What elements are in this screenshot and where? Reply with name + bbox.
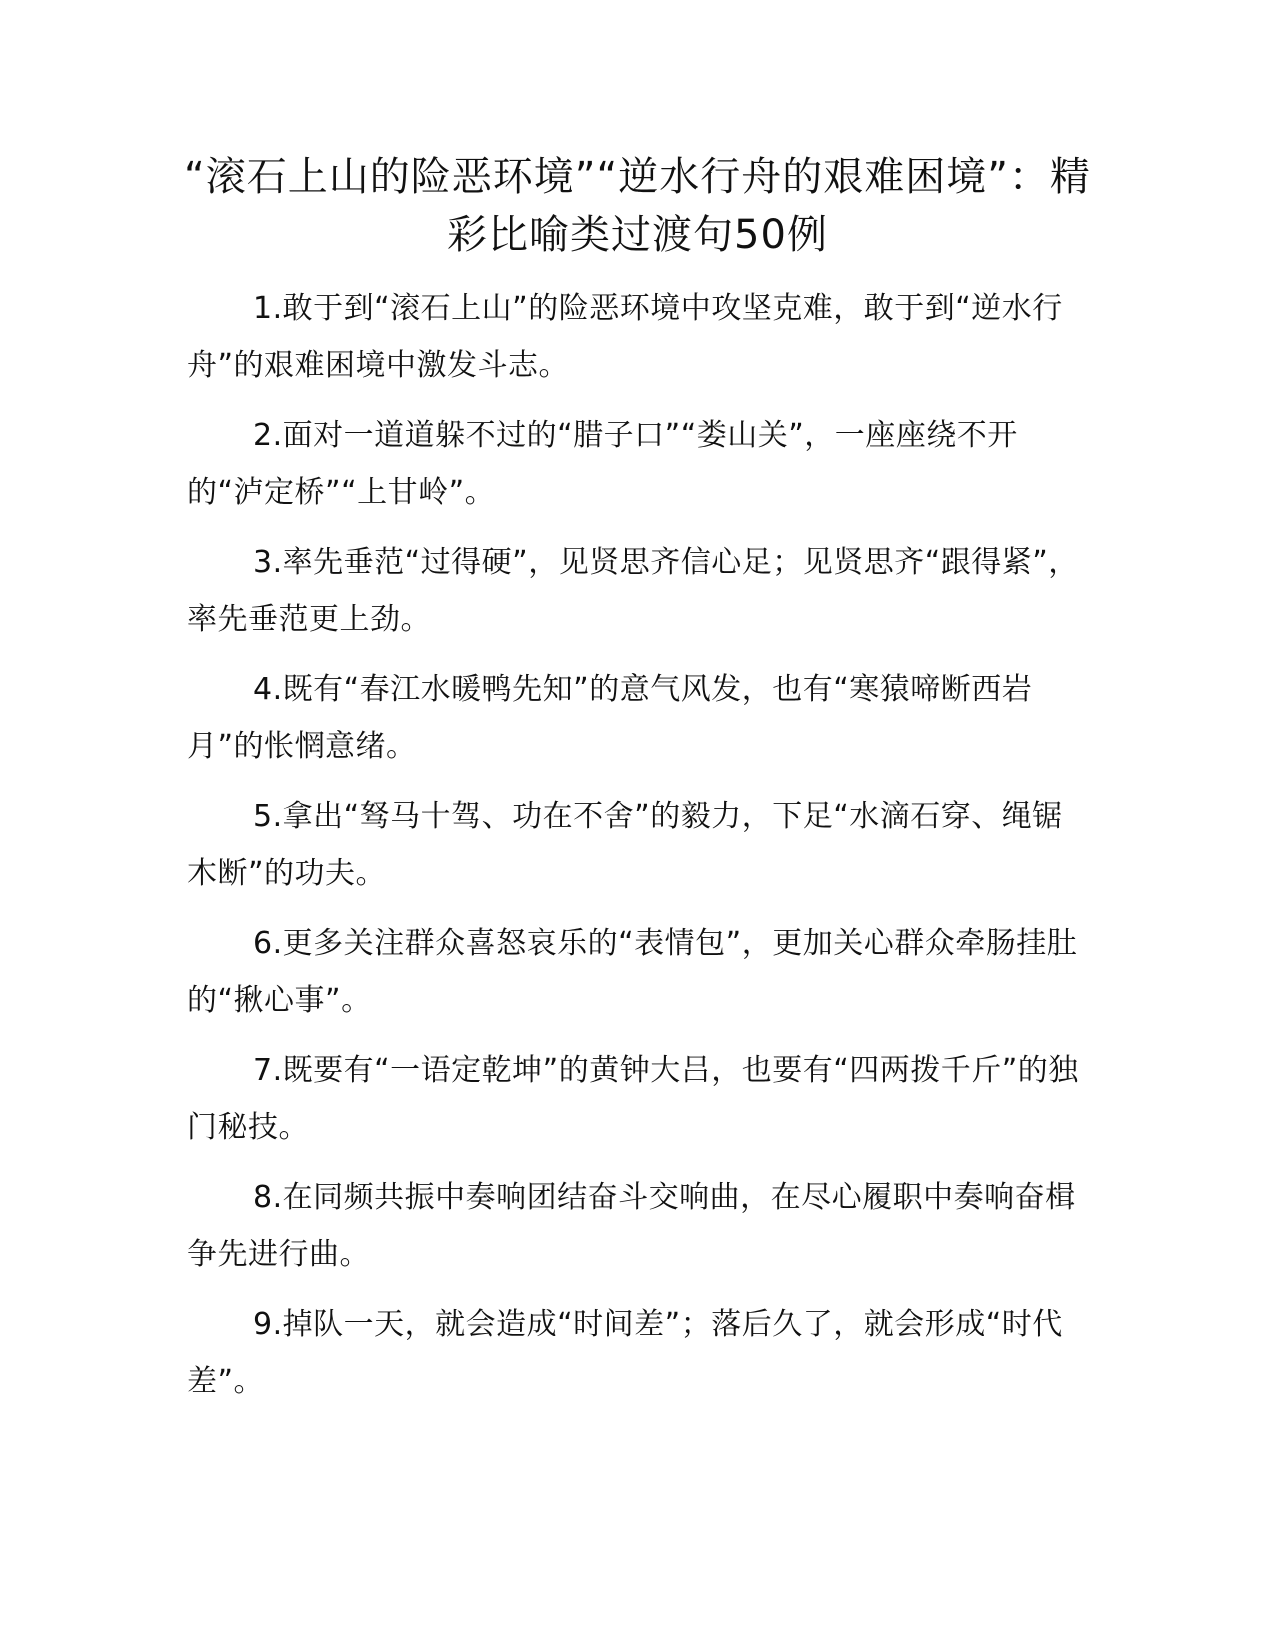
list-item: 5.拿出“驽马十驾、功在不舍”的毅力，下足“水滴石穿、绳锯木断”的功夫。 — [187, 799, 1063, 891]
list-item: 7.既要有“一语定乾坤”的黄钟大吕，也要有“四两拨千斤”的独门秘技。 — [187, 1053, 1079, 1145]
list-item: 3.率先垂范“过得硬”，见贤思齐信心足；见贤思齐“跟得紧”，率先垂范更上劲。 — [187, 545, 1079, 637]
list-item: 9.掉队一天，就会造成“时间差”；落后久了，就会形成“时代差”。 — [187, 1307, 1063, 1399]
list-item: 2.面对一道道躲不过的“腊子口”“娄山关”，一座座绕不开的“泸定桥”“上甘岭”。 — [187, 418, 1018, 510]
list-item: 6.更多关注群众喜怒哀乐的“表情包”，更加关心群众牵肠挂肚的“揪心事”。 — [187, 926, 1078, 1018]
list-item: 8.在同频共振中奏响团结奋斗交响曲，在尽心履职中奏响奋楫争先进行曲。 — [187, 1180, 1076, 1272]
document-body — [187, 280, 1082, 1423]
list-item: 1.敢于到“滚石上山”的险恶环境中攻坚克难，敢于到“逆水行舟”的艰难困境中激发斗志。 — [187, 291, 1063, 383]
document-title: “滚石上山的险恶环境”“逆水行舟的艰难困境”：精彩比喻类过渡句50例 — [184, 154, 1091, 258]
list-item: 4.既有“春江水暖鸭先知”的意气风发，也有“寒猿啼断西岩月”的怅惘意绪。 — [187, 672, 1033, 764]
